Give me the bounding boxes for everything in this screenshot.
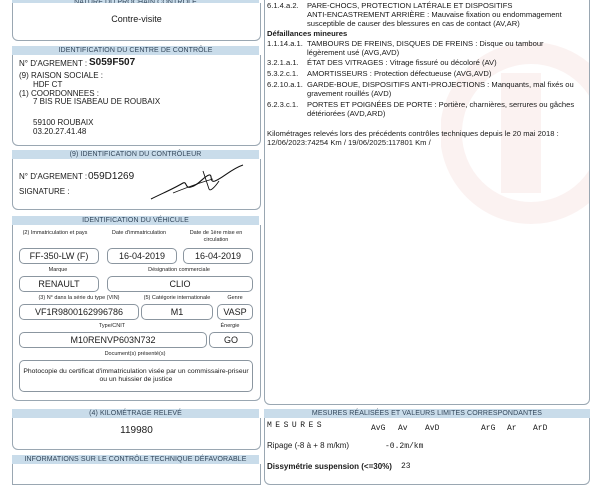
raison-value: HDF CT xyxy=(33,80,63,89)
km-history-line2: 12/06/2023:74254 Km / 19/06/2025:117801 Km / xyxy=(267,138,431,147)
defect-major-code: 6.1.4.a.2. xyxy=(267,1,299,10)
energie-field: GO xyxy=(209,332,253,348)
col-ar: Ar xyxy=(507,424,517,433)
defect-code: 5.3.2.c.1. xyxy=(267,69,299,78)
marque-label: Marque xyxy=(48,267,68,273)
signature-label: SIGNATURE : xyxy=(19,187,70,196)
km-value: 119980 xyxy=(120,425,153,436)
defect-text: AMORTISSEURS : Protection défectueuse (AVG,AVD) xyxy=(307,69,492,78)
defect-text: TAMBOURS DE FREINS, DISQUES DE FREINS : Disque ou tambour xyxy=(307,39,544,48)
vehicule-header: IDENTIFICATION DU VÉHICULE xyxy=(12,216,259,225)
address-line-1: 7 BIS RUE ISABEAU DE ROUBAIX xyxy=(33,97,161,106)
agrement-value: S059F507 xyxy=(89,57,136,68)
defect-code: 1.1.14.a.1. xyxy=(267,39,303,48)
col-av: Av xyxy=(398,424,408,433)
ctrl-agrement-label: N° D'AGREMENT : xyxy=(19,172,88,181)
ctrl-agrement-value: 059D1269 xyxy=(88,171,135,182)
defect-major-line2: ANTI-ENCASTREMENT ARRIÈRE : Mauvaise fixation ou endommagement xyxy=(307,10,562,19)
col-avd: AvD xyxy=(425,424,440,433)
date-immat-label: Date d'immatriculation xyxy=(111,230,167,236)
defect-major-line1: PARE-CHOCS, PROTECTION LATÉRALE ET DISPOSITIFS xyxy=(307,1,513,10)
ripage-label: Ripage (-8 à + 8 m/km) xyxy=(267,441,350,450)
col-ard: ArD xyxy=(533,424,548,433)
date-circulation-field: 16-04-2019 xyxy=(183,248,253,264)
controleur-header: (9) IDENTIFICATION DU CONTRÔLEUR xyxy=(12,150,259,159)
address-line-2: 59100 ROUBAIX xyxy=(33,118,94,127)
info-header: INFORMATIONS SUR LE CONTRÔLE TECHNIQUE DÉFAVORABLE xyxy=(12,455,259,464)
immat-field: FF-350-LW (F) xyxy=(19,248,99,264)
watermark-logo xyxy=(441,33,590,263)
defect-code: 6.2.3.c.1. xyxy=(267,100,299,109)
centre-box xyxy=(12,55,261,146)
designation-field: CLIO xyxy=(107,276,253,292)
defect-text-cont: détériorées (AVD,ARD) xyxy=(307,109,386,118)
controleur-box xyxy=(12,159,261,210)
documents-field: Photocopie du certificat d'immatriculation visée par un commissaire-priseur ou un huissier de justice xyxy=(19,360,253,392)
genre-label: Genre xyxy=(227,295,243,301)
designation-label: Désignation commerciale xyxy=(148,267,210,273)
vehicule-box xyxy=(12,225,261,401)
agrement-label: N° D'AGREMENT : xyxy=(19,59,88,68)
km-box xyxy=(12,418,261,450)
defect-code: 6.2.10.a.1. xyxy=(267,80,303,89)
vin-label: (3) N° dans la série du type (VIN) xyxy=(38,295,120,301)
mesures-title: MESURES xyxy=(267,421,326,430)
energie-label: Énergie xyxy=(220,323,240,329)
defect-text: PORTES ET POIGNÉES DE PORTE : Portière, charnières, serrures ou gâches xyxy=(307,100,575,109)
defect-text-cont: gravement rouillés (AVD) xyxy=(307,89,392,98)
ripage-value: -0.2m/km xyxy=(385,442,424,451)
prochain-controle-box xyxy=(12,3,261,41)
categorie-label: (5) Catégorie internationale xyxy=(143,295,211,301)
immat-label: (2) Immatriculation et pays xyxy=(22,230,88,236)
defect-major-line3: susceptible de causer des blessures en cas de contact (AV,AR) xyxy=(307,19,520,28)
centre-header: IDENTIFICATION DU CENTRE DE CONTRÔLE xyxy=(12,46,259,55)
dissym-label: Dissymétrie suspension (<=30%) xyxy=(267,462,392,471)
coordonnees-label: (1) COORDONNEES : xyxy=(19,89,100,98)
vin-field: VF1R9800162996786 xyxy=(19,304,139,320)
dissym-value: 23 xyxy=(401,462,411,471)
defects-box xyxy=(264,0,590,405)
defect-text: GARDE-BOUE, DISPOSITIFS ANTI-PROJECTIONS : Manquants, mal fixés ou xyxy=(307,80,574,89)
col-avg: AvG xyxy=(371,424,386,433)
nature-controle: Contre-visite xyxy=(111,14,162,24)
mineures-title: Défaillances mineures xyxy=(267,29,348,38)
genre-field: VASP xyxy=(217,304,253,320)
col-arg: ArG xyxy=(481,424,496,433)
phone: 03.20.27.41.48 xyxy=(33,127,87,136)
info-box xyxy=(12,464,261,485)
km-history-line1: Kilométrages relevés lors des précédents contrôles techniques depuis le 20 mai 2018 : xyxy=(267,129,559,138)
signature-image xyxy=(143,159,253,207)
mesures-header: MESURES RÉALISÉES ET VALEURS LIMITES CORRESPONDANTES xyxy=(264,409,590,418)
mesures-box xyxy=(264,418,590,485)
documents-label: Document(s) présenté(s) xyxy=(104,351,166,357)
defect-code: 3.2.1.a.1. xyxy=(267,58,299,67)
date-circulation-label: Date de 1ère mise en circulation xyxy=(189,230,243,243)
km-header: (4) KILOMÉTRAGE RELEVÉ xyxy=(12,409,259,418)
type-label: Type/CNIT xyxy=(98,323,126,329)
marque-field: RENAULT xyxy=(19,276,99,292)
defect-text: ÉTAT DES VITRAGES : Vitrage fissuré ou décoloré (AV) xyxy=(307,58,497,67)
date-immat-field: 16-04-2019 xyxy=(107,248,177,264)
raison-label: (9) RAISON SOCIALE : xyxy=(19,71,104,80)
categorie-field: M1 xyxy=(141,304,213,320)
type-field: M10RENVP603N732 xyxy=(19,332,207,348)
defect-text-cont: légèrement usé (AVG,AVD) xyxy=(307,48,400,57)
